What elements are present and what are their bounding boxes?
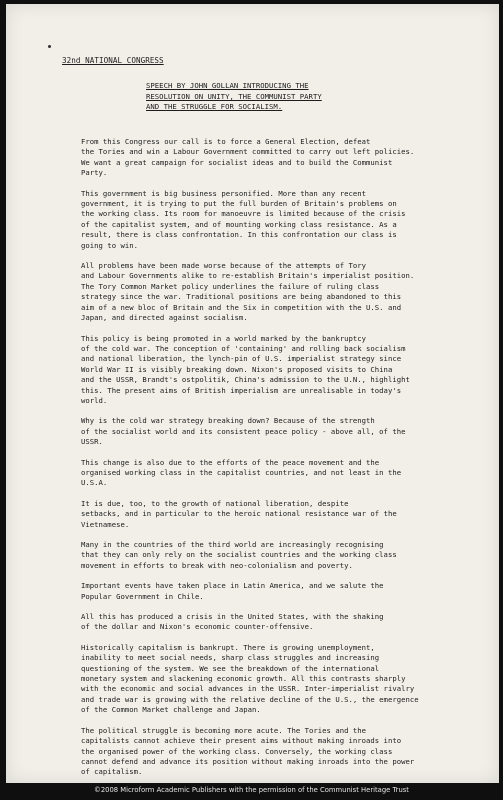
paragraph-line: of the Common Market challenge and Japan. xyxy=(81,705,261,715)
paragraph-line: of the cold war. The conception of 'containing' and rolling back socialism xyxy=(81,343,406,353)
body-paragraph xyxy=(81,499,476,530)
paragraph-line: Historically capitalism is bankrupt. There is growing unemployment, xyxy=(81,642,375,652)
paragraph-line: Important events have taken place in Latin America, and we salute the xyxy=(81,581,384,591)
body-paragraph xyxy=(81,189,476,251)
paragraph-line: capitalists cannot achieve their present aims without making inroads into xyxy=(81,736,402,746)
paragraph-line: of the dollar and Nixon's economic counter-offensive. xyxy=(81,622,314,632)
paragraph-line: and the USSR, Brandt's ostpolitik, China's admission to the U.N., highlight xyxy=(81,375,410,385)
paragraph-line: All problems have been made worse because of the attempts of Tory xyxy=(81,261,367,271)
paragraph-line: It is due, too, to the growth of national liberation, despite xyxy=(81,498,349,508)
body-paragraph xyxy=(81,540,476,571)
body-paragraph xyxy=(81,726,476,778)
paragraph-line: result, there is class confrontation. In this confrontation our class is xyxy=(81,230,397,240)
paragraph-line: this. The present aims of British imperialism are unrealisable in today's xyxy=(81,385,402,395)
paragraph-line: This change is also due to the efforts of the peace movement and the xyxy=(81,457,380,467)
title-line: AND THE STRUGGLE FOR SOCIALISM. xyxy=(146,102,283,112)
paragraph-line: monetary system and slackening economic growth. All this contrasts sharply xyxy=(81,674,406,684)
body-paragraph xyxy=(81,458,476,489)
paragraph-line: The Tory Common Market policy underlines the failure of ruling class xyxy=(81,281,380,291)
body-paragraph xyxy=(81,334,476,407)
paragraph-line: aim of a new bloc of Britain and the Six in competition with the U.S. and xyxy=(81,302,402,312)
body-paragraph xyxy=(81,581,476,602)
paragraph-line: World War II is visibly breaking down. Nixon's proposed visits to China xyxy=(81,364,393,374)
paragraph-line: questioning of the system. We see the breakdown of the international xyxy=(81,663,380,673)
body-paragraph xyxy=(81,643,476,716)
paragraph-line: setbacks, and in particular to the heroic national resistance war of the xyxy=(81,509,397,519)
paragraph-line: of the capitalist system, and of mounting working class resistance. As a xyxy=(81,219,397,229)
paragraph-line: that they can only rely on the socialist countries and the working class xyxy=(81,550,397,560)
paragraph-line: Popular Government in Chile. xyxy=(81,591,204,601)
paragraph-line: of capitalism. xyxy=(81,767,143,777)
paragraph-line: and trade war is growing with the relative decline of the U.S., the emergence xyxy=(81,694,419,704)
paragraph-line: We want a great campaign for socialist ideas and to build the Communist xyxy=(81,157,393,167)
paragraph-line: Party. xyxy=(81,168,108,178)
speech-body xyxy=(81,137,476,788)
title-line: RESOLUTION ON UNITY, THE COMMUNIST PARTY xyxy=(146,91,322,101)
paragraph-line: and national liberation, the lynch-pin of U.S. imperialist strategy since xyxy=(81,354,402,364)
body-paragraph xyxy=(81,612,476,633)
title-line: SPEECH BY JOHN GOLLAN INTRODUCING THE xyxy=(146,81,309,90)
paragraph-line: the Tories and win a Labour Government committed to carry out left policies. xyxy=(81,147,415,157)
paragraph-line: of the socialist world and its consistent peace policy - above all, of the xyxy=(81,426,406,436)
paragraph-line: The political struggle is becoming more acute. The Tories and the xyxy=(81,725,367,735)
paragraph-line: This government is big business personified. More than any recent xyxy=(81,188,367,198)
paragraph-line: Why is the cold war strategy breaking down? Because of the strength xyxy=(81,416,375,426)
paragraph-line: From this Congress our call is to force a General Election, defeat xyxy=(81,137,371,146)
paragraph-line: USSR. xyxy=(81,437,103,447)
paragraph-line: government, it is trying to put the full burden of Britain's problems on xyxy=(81,199,397,209)
paragraph-line: cannot defend and advance its position without making inroads into the power xyxy=(81,756,415,766)
punch-mark xyxy=(48,45,51,48)
congress-header: 32nd NATIONAL CONGRESS xyxy=(62,56,164,65)
paragraph-line: U.S.A. xyxy=(81,478,108,488)
paragraph-line: going to win. xyxy=(81,240,139,250)
paragraph-line: Many in the countries of the third world are increasingly recognising xyxy=(81,540,384,549)
paragraph-line: Japan, and directed against socialism. xyxy=(81,313,248,323)
paragraph-line: the working class. Its room for manoeuvre is limited because of the crisis xyxy=(81,209,406,219)
body-paragraph xyxy=(81,137,476,179)
copyright-footer: ©2008 Microform Academic Publishers with the permission of the Communist Heritage Trust xyxy=(94,786,409,794)
paragraph-line: inability to meet social needs, sharp class struggles and increasing xyxy=(81,653,380,663)
body-paragraph xyxy=(81,416,476,447)
paragraph-line: organised working class in the capitalist countries, and not least in the xyxy=(81,467,402,477)
paragraph-line: movement in efforts to break with neo-colonialism and poverty. xyxy=(81,560,353,570)
speech-title xyxy=(146,81,376,113)
paragraph-line: This policy is being promoted in a world marked by the bankruptcy xyxy=(81,333,367,343)
paragraph-line: with the economic and social advances in the USSR. Inter-imperialist rivalry xyxy=(81,684,415,694)
paragraph-line: strategy since the war. Traditional positions are being abandoned to this xyxy=(81,292,402,302)
paragraph-line: All this has produced a crisis in the United States, with the shaking xyxy=(81,612,384,622)
paragraph-line: and Labour Governments alike to re-establish Britain's imperialist position. xyxy=(81,271,415,281)
paragraph-line: the organised power of the working class. Conversely, the working class xyxy=(81,746,393,756)
document-page xyxy=(6,4,499,783)
paragraph-line: Vietnamese. xyxy=(81,519,130,529)
body-paragraph xyxy=(81,261,476,323)
paragraph-line: world. xyxy=(81,395,108,405)
